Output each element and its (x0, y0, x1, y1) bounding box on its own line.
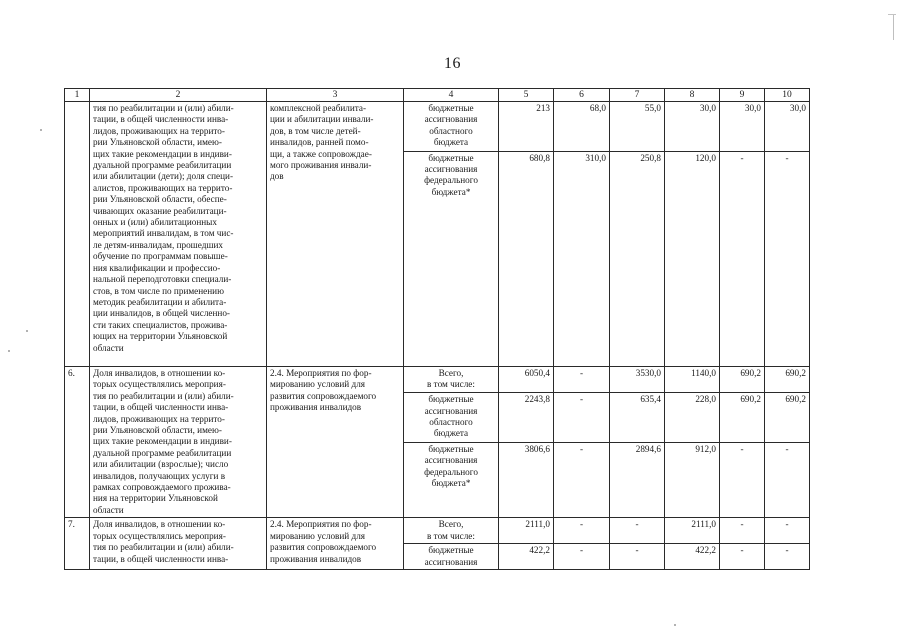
column-header: 6 (554, 89, 610, 102)
indicator-cell (90, 102, 267, 367)
amount-cell: 2111,0 (499, 518, 554, 544)
indicator-line: стов, в том числе по применению (93, 285, 224, 296)
amount-cell: 213 (499, 102, 554, 152)
funding-source-cell (404, 102, 499, 152)
amount-cell: - (765, 443, 810, 518)
indicator-line: дуальной программе реабилитации (93, 160, 232, 171)
measure-line: дов, в том числе детей- (270, 125, 361, 136)
column-header: 4 (404, 89, 499, 102)
measure-line: мого проживания инвали- (270, 160, 372, 171)
measure-cell (267, 102, 404, 367)
indicator-line: сти таких специалистов, прожива- (93, 319, 228, 330)
scan-speck (26, 330, 28, 332)
funding-source-cell (404, 544, 499, 570)
measure-line: мированию условий для (270, 530, 366, 541)
amount-cell: 912,0 (665, 443, 720, 518)
item-number-cell: 7. (65, 518, 90, 570)
source-line: бюджета (433, 428, 469, 439)
source-line: бюджетные (428, 545, 474, 556)
column-header: 8 (665, 89, 720, 102)
indicator-line: лидов, проживающих на террито- (93, 125, 225, 136)
indicator-line: ния на территории Ульяновской (93, 493, 218, 504)
table-row (65, 102, 810, 152)
source-line: федерального (424, 466, 478, 477)
indicator-line: рамках сопровождаемого прожива- (93, 482, 231, 493)
amount-cell: 2894,6 (610, 443, 665, 518)
indicator-line: области (93, 504, 124, 515)
measure-line: развития сопровождаемого (270, 542, 377, 553)
source-line: федерального (424, 175, 478, 186)
source-line: ассигнования (424, 405, 478, 416)
indicator-line: ющих на территории Ульяновской (93, 331, 228, 342)
amount-cell: - (765, 151, 810, 366)
indicator-line: щих такие рекомендации в индиви- (93, 436, 232, 447)
source-line: ассигнования (424, 556, 478, 567)
item-number-cell (65, 102, 90, 367)
amount-cell: 55,0 (610, 102, 665, 152)
amount-cell: 690,2 (720, 367, 765, 393)
amount-cell: - (554, 367, 610, 393)
indicator-line: обучение по программам повыше- (93, 251, 228, 262)
column-header: 3 (267, 89, 404, 102)
scan-speck (40, 129, 42, 131)
source-line: бюджетные (428, 103, 474, 113)
amount-cell: - (554, 443, 610, 518)
indicator-cell (90, 518, 267, 570)
scan-edge-mark (888, 14, 896, 15)
source-line: областного (429, 125, 473, 136)
amount-cell: - (554, 518, 610, 544)
source-line: в том числе: (427, 379, 475, 390)
indicator-cell (90, 367, 267, 518)
budget-table (64, 88, 810, 570)
indicator-line: рии Ульяновской области, имею- (93, 137, 222, 148)
measure-line: комплексной реабилита- (270, 103, 367, 113)
amount-cell: 635,4 (610, 393, 665, 443)
indicator-line: или абилитации (взрослые); число (93, 459, 229, 470)
item-number-cell: 6. (65, 367, 90, 518)
indicator-line: дуальной программе реабилитации (93, 447, 232, 458)
amount-cell: 30,0 (765, 102, 810, 152)
indicator-line: нальной переподготовки специали- (93, 274, 232, 285)
amount-cell: 30,0 (720, 102, 765, 152)
source-line: бюджета* (431, 186, 471, 197)
page-number: 16 (444, 55, 461, 72)
measure-line: 2.4. Мероприятия по фор- (270, 368, 372, 378)
indicator-line: инвалидов, получающих услуги в (93, 470, 226, 481)
amount-cell: - (554, 544, 610, 570)
funding-source-cell (404, 367, 499, 393)
indicator-line: щих такие рекомендации в индиви- (93, 148, 232, 159)
indicator-line: методик реабилитации и абилита- (93, 296, 227, 307)
amount-cell: 690,2 (765, 367, 810, 393)
amount-cell: 310,0 (554, 151, 610, 366)
source-line: бюджета (433, 137, 469, 148)
amount-cell: 2111,0 (665, 518, 720, 544)
source-line: областного (429, 417, 473, 428)
measure-line: развития сопровождаемого (270, 390, 377, 401)
measure-line: инвалидов, ранней помо- (270, 137, 369, 148)
amount-cell: 228,0 (665, 393, 720, 443)
indicator-line: тации, в общей численности инва- (93, 402, 229, 413)
amount-cell: 68,0 (554, 102, 610, 152)
amount-cell: 3806,6 (499, 443, 554, 518)
column-header: 1 (65, 89, 90, 102)
indicator-line: рии Ульяновской области, обеспе- (93, 194, 227, 205)
amount-cell: - (720, 443, 765, 518)
indicator-line: торых осуществлялись мероприя- (93, 379, 226, 390)
indicator-line: Доля инвалидов, в отношении ко- (93, 519, 226, 530)
amount-cell: - (720, 151, 765, 366)
indicator-line: тации, в общей численности инва- (93, 553, 229, 564)
table-row (65, 518, 810, 544)
amount-cell: 120,0 (665, 151, 720, 366)
source-line: бюджетные (428, 152, 474, 163)
amount-cell: 690,2 (720, 393, 765, 443)
indicator-line: ле детям-инвалидам, прошедших (93, 239, 223, 250)
source-line: бюджетные (428, 444, 474, 455)
source-line: ассигнования (424, 163, 478, 174)
measure-line: мированию условий для (270, 379, 366, 390)
amount-cell: 2243,8 (499, 393, 554, 443)
amount-cell: 680,8 (499, 151, 554, 366)
column-header: 9 (720, 89, 765, 102)
measure-line: проживания инвалидов (270, 402, 362, 413)
source-line: в том числе: (427, 530, 475, 541)
indicator-line: тия по реабилитации и (или) абили- (93, 542, 234, 553)
indicator-line: онных и (или) абилитационных (93, 217, 217, 228)
indicator-line: тации, в общей численности инва- (93, 114, 229, 125)
measure-cell (267, 367, 404, 518)
column-header: 5 (499, 89, 554, 102)
indicator-line: торых осуществлялись мероприя- (93, 530, 226, 541)
scan-speck (674, 624, 676, 626)
amount-cell: - (765, 544, 810, 570)
amount-cell: - (765, 518, 810, 544)
source-line: Всего, (438, 368, 464, 378)
indicator-line: тия по реабилитации и (или) абили- (93, 103, 234, 113)
indicator-line: Доля инвалидов, в отношении ко- (93, 368, 226, 378)
source-line: бюджетные (428, 394, 474, 405)
amount-cell: - (720, 518, 765, 544)
measure-line: ции и абилитации инвали- (270, 114, 374, 125)
amount-cell: - (720, 544, 765, 570)
scan-edge-mark (893, 14, 894, 40)
amount-cell: 422,2 (499, 544, 554, 570)
indicator-line: области (93, 342, 124, 353)
amount-cell: 422,2 (665, 544, 720, 570)
source-line: бюджета* (431, 478, 471, 489)
column-header: 10 (765, 89, 810, 102)
indicator-line: ции инвалидов, в общей численно- (93, 308, 230, 319)
indicator-line: мероприятий инвалидам, в том чис- (93, 228, 234, 239)
measure-line: 2.4. Мероприятия по фор- (270, 519, 372, 530)
funding-source-cell (404, 393, 499, 443)
amount-cell: 250,8 (610, 151, 665, 366)
amount-cell: 690,2 (765, 393, 810, 443)
source-line: Всего, (438, 519, 464, 530)
measure-cell (267, 518, 404, 570)
source-line: ассигнования (424, 114, 478, 125)
indicator-line: ния квалификации и профессио- (93, 262, 221, 273)
table-header-row (65, 89, 810, 102)
indicator-line: рии Ульяновской области, имею- (93, 425, 222, 436)
column-header: 2 (90, 89, 267, 102)
amount-cell: 3530,0 (610, 367, 665, 393)
source-line: ассигнования (424, 455, 478, 466)
amount-cell: - (554, 393, 610, 443)
indicator-line: чивающих оказание реабилитаци- (93, 205, 227, 216)
table-row (65, 367, 810, 393)
amount-cell: 6050,4 (499, 367, 554, 393)
column-header: 7 (610, 89, 665, 102)
indicator-line: тия по реабилитации и (или) абили- (93, 390, 234, 401)
funding-source-cell (404, 443, 499, 518)
amount-cell: 1140,0 (665, 367, 720, 393)
amount-cell: - (610, 544, 665, 570)
funding-source-cell (404, 151, 499, 366)
indicator-line: или абилитации (дети); доля специ- (93, 171, 234, 182)
measure-line: проживания инвалидов (270, 553, 362, 564)
funding-source-cell (404, 518, 499, 544)
scan-speck (8, 350, 10, 352)
measure-line: щи, а также сопровождае- (270, 148, 372, 159)
amount-cell: 30,0 (665, 102, 720, 152)
indicator-line: алистов, проживающих на террито- (93, 182, 233, 193)
amount-cell: - (610, 518, 665, 544)
indicator-line: лидов, проживающих на террито- (93, 413, 225, 424)
measure-line: дов (270, 171, 284, 182)
